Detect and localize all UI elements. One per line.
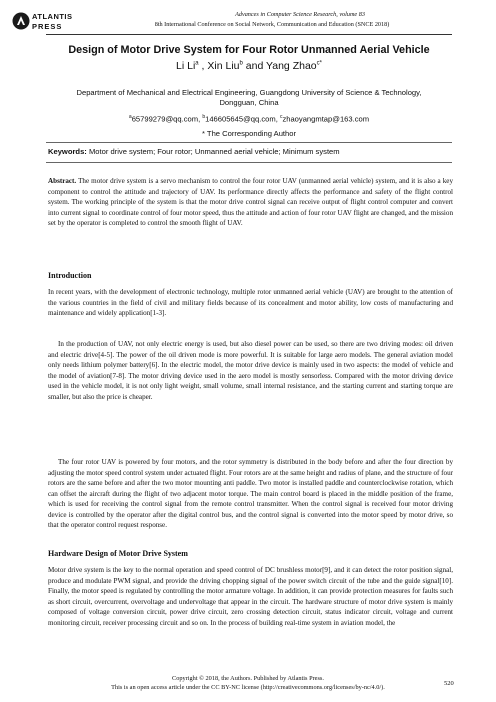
email-link[interactable]: 146605645@qq.com, xyxy=(205,114,280,124)
abstract-paragraph xyxy=(48,176,453,229)
email-mark: c xyxy=(279,114,283,120)
author-mark: b xyxy=(239,60,243,67)
keywords-top-rule xyxy=(46,142,452,143)
author-mark: c* xyxy=(316,60,322,67)
section-heading-hardware: Hardware Design of Motor Drive System xyxy=(48,549,188,558)
author-separator: and xyxy=(242,60,267,72)
conference-line: 8th International Conference on Social Network, Communication and Education (SNCE 2018) xyxy=(154,21,390,28)
copyright-footer xyxy=(60,674,436,692)
author-name: Li Li xyxy=(176,60,196,72)
copyright-line: Copyright © 2018, the Authors. Published by Atlantis Press. xyxy=(172,675,324,682)
author-mark: a xyxy=(195,60,199,67)
keywords-line xyxy=(48,147,454,156)
keywords-label: Keywords: xyxy=(48,147,87,156)
email-link[interactable]: 65799279@qq.com, xyxy=(131,114,203,124)
hardware-paragraph-1: Motor drive system is the key to the normal operation and speed control of DC brushless motor[9], and it can detect the rotor position signal, produce and modulate PWM signal, and provide the driving chopping signal of the power switch circuit of the tube and the guide signal[10]. Finally, the motor speed is regulated by controlling the motor armature voltage. In addition, it can provide protection measures for faults such as short circuit, overcurrent, overvoltage and undervoltage that appear in the circuit. The hardware structure of motor drive system is mainly composed of voltage conversion circuit, power drive circuit, zero crossing detection circuit, status indicator circuit, voltage and current monitoring circuit, receiver processing circuit and so on. In the process of building real-time system in aviation model, the xyxy=(48,566,453,627)
affiliation: Department of Mechanical and Electrical Engineering, Guangdong University of Science & Technology, Dongguan, China xyxy=(76,88,422,107)
email-mark: a xyxy=(128,114,132,120)
intro-paragraph-2: In the production of UAV, not only electric energy is used, but also diesel power can be used, so there are two driving modes: oil driven and electric drive[4-5]. The power of the oil driven mode is more powerful. It is suitable for large aero models. The general aviation model only needs lithium polymer battery[6]. In the electric model, the motor drive device is mainly used in two aspects: the model of vehicle and the model of aviation[7-8]. The motor driving device used in the aero model is mostly sensorless. Compared with the motor driving device used in the vehicle model, it is not only light weight, small volume, small internal resistance, and the starting current and starting torque are smaller, but also the price is cheaper. xyxy=(48,340,453,401)
page-number: 520 xyxy=(444,680,454,687)
author-name: Yang Zhao xyxy=(266,60,317,72)
email-link[interactable]: zhaoyangmtap@163.com xyxy=(282,114,370,124)
intro-paragraph-3: The four rotor UAV is powered by four motors, and the rotor symmetry is distributed in the body before and after the four direction by adjusting the motor speed control system under actuated flight. Four rotors are at the same height and radius of plane, and the structure of four rotors are the same before and after the two motor mounting anti paddle. Two motor is installed paddle and counterclockwise rotation, which can offset the aircraft during the flight of two adjacent motor torque. The main control board is placed in the middle position of the frame, which is used for receiving the control signal from the remote control transmitter. When the control signal is received four motor driving device is controlled by the operator after the digital control bus, and the control signal is converted into the motor speed by motor drive, so that the operator control request response. xyxy=(48,458,453,529)
publisher-name-line2: PRESS xyxy=(32,22,63,31)
publisher-name-line1: ATLANTIS xyxy=(32,12,73,21)
section-heading-introduction: Introduction xyxy=(48,271,92,280)
keywords-text: Motor drive system; Four rotor; Unmanned aerial vehicle; Minimum system xyxy=(86,147,340,156)
corresponding-author-note: * The Corresponding Author xyxy=(202,129,296,138)
header-rule xyxy=(46,34,452,35)
email-list xyxy=(40,114,458,124)
keywords-bottom-rule xyxy=(46,162,452,163)
email-mark: b xyxy=(202,114,206,120)
abstract-text: The motor drive system is a servo mechanism to control the four rotor UAV (unmanned aerial vehicle) system, and it is also a key component to control the attitude and trajectory of UAV. Its performance directly affects the performance and safety of the flight control system. The working principle of the system is that the motor drive control signal can receive output of flight control computer and convert into current signal to coordinate control of four motor speed, thus the attitude and action of four rotor UAV flight are changed, and the mission set by the operator is completed to control the smooth flight of UAV. xyxy=(48,177,453,227)
journal-line: Advances in Computer Science Research, volume 83 xyxy=(235,11,365,18)
author-name: Xin Liu xyxy=(207,60,240,72)
atlantis-logo-icon xyxy=(12,12,30,30)
author-separator: , xyxy=(198,60,208,72)
paper-title: Design of Motor Drive System for Four Rotor Unmanned Aerial Vehicle xyxy=(68,44,430,56)
author-list xyxy=(40,60,458,72)
intro-paragraph-1: In recent years, with the development of electronic technology, multiple rotor unmanned aerial vehicle (UAV) are brought to the attention of the various countries in the field of civil and military fields because of its concealment and motor ability, low costs of manufacturing and maintenance and widely application[1-3]. xyxy=(48,288,453,317)
atlantis-press-logo xyxy=(12,10,82,36)
abstract-label: Abstract. xyxy=(48,177,77,185)
license-line[interactable]: This is an open access article under the CC BY-NC license (http://creativecommons.org/licenses/by-nc/4.0/). xyxy=(111,684,385,691)
